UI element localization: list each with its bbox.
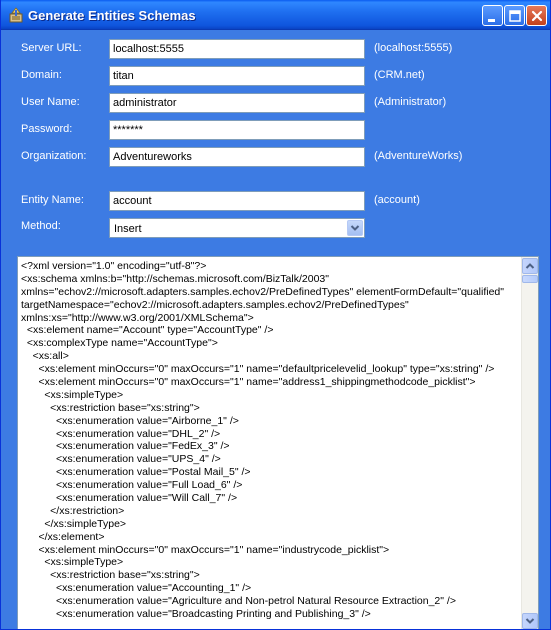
password-input[interactable]: ******* <box>109 120 365 140</box>
xml-line: xmlns:xs="http://www.w3.org/2001/XMLSchema"> <box>21 311 254 324</box>
xml-line: <xs:enumeration value="Airborne_1" /> <box>21 414 239 427</box>
method-select[interactable] <box>109 218 365 238</box>
xml-line: <xs:enumeration value="Broadcasting Printing and Publishing_3" /> <box>21 608 371 621</box>
xml-line: <xs:simpleType> <box>21 556 124 569</box>
form-area <box>5 30 548 630</box>
organization-input[interactable]: Adventureworks <box>109 147 365 167</box>
method-dropdown-button[interactable] <box>347 220 363 236</box>
server-url-hint: (localhost:5555) <box>374 42 453 54</box>
xml-line: <xs:restriction base="xs:string"> <box>21 401 200 414</box>
xml-line: </xs:simpleType> <box>21 517 127 530</box>
xml-line: <xs:complexType name="AccountType"> <box>21 337 218 350</box>
minimize-icon <box>483 6 504 27</box>
entity-name-label: Entity Name: <box>21 194 84 206</box>
domain-hint: (CRM.net) <box>374 69 425 81</box>
server-url-label: Server URL: <box>21 42 82 54</box>
server-url-input[interactable]: localhost:5555 <box>109 39 365 59</box>
minimize-button[interactable] <box>482 5 503 26</box>
password-label: Password: <box>21 123 73 135</box>
chevron-down-icon <box>348 221 362 235</box>
xml-schema-text <box>21 260 521 621</box>
method-label: Method: <box>21 220 61 232</box>
xml-line: <xs:enumeration value="Accounting_1" /> <box>21 582 252 595</box>
xml-line: <xs:enumeration value="Will Call_7" /> <box>21 492 238 505</box>
window-title: Generate Entities Schemas <box>28 8 196 23</box>
xml-schema-textarea[interactable] <box>17 256 539 630</box>
maximize-button[interactable] <box>504 5 525 26</box>
xml-line: <xs:element name="Account" type="AccountType" /> <box>21 324 274 337</box>
xml-line: </xs:element> <box>21 530 105 543</box>
xml-line: <xs:element minOccurs="0" maxOccurs="1" name="address1_shippingmethodcode_picklist"> <box>21 376 476 389</box>
xml-line: <xs:restriction base="xs:string"> <box>21 569 200 582</box>
organization-hint: (AdventureWorks) <box>374 150 463 162</box>
user-name-label: User Name: <box>21 96 80 108</box>
xml-line: <?xml version="1.0" encoding="utf-8"?> <box>21 260 207 272</box>
xml-line: <xs:enumeration value="Agriculture and Non-petrol Natural Resource Extraction_2" /> <box>21 595 456 608</box>
xml-line: </xs:restriction> <box>21 504 125 517</box>
user-name-hint: (Administrator) <box>374 96 447 108</box>
xml-line: <xs:element minOccurs="0" maxOccurs="1" name="defaultpricelevelid_lookup" type="xs:string" /> <box>21 363 495 376</box>
xml-line: <xs:element minOccurs="0" maxOccurs="1" name="industrycode_picklist"> <box>21 543 390 556</box>
xml-line: targetNamespace="echov2://microsoft.adapters.samples.echov2/PreDefinedTypes" <box>21 298 409 311</box>
xml-line: xmlns="echov2://microsoft.adapters.samples.echov2/PreDefinedTypes" elementFormDefault="qualified" <box>21 285 504 298</box>
chevron-up-icon <box>523 259 537 273</box>
close-button[interactable] <box>526 5 547 26</box>
user-name-input[interactable]: administrator <box>109 93 365 113</box>
app-icon <box>8 7 24 23</box>
method-selected-value: Insert <box>114 223 142 235</box>
entity-name-hint: (account) <box>374 194 420 206</box>
xml-line: <xs:all> <box>21 350 69 363</box>
vertical-scrollbar[interactable] <box>521 257 538 630</box>
close-icon <box>527 6 548 27</box>
xml-line: <xs:schema xmlns:b="http://schemas.microsoft.com/BizTalk/2003" <box>21 272 329 285</box>
domain-label: Domain: <box>21 69 62 81</box>
xml-line: <xs:simpleType> <box>21 388 124 401</box>
domain-input[interactable]: titan <box>109 66 365 86</box>
xml-line: <xs:enumeration value="DHL_2" /> <box>21 427 221 440</box>
xml-line: <xs:enumeration value="FedEx_3" /> <box>21 440 230 453</box>
organization-label: Organization: <box>21 150 87 162</box>
scroll-down-button[interactable] <box>522 613 538 629</box>
xml-line: <xs:enumeration value="UPS_4" /> <box>21 453 221 466</box>
maximize-icon <box>505 6 526 27</box>
chevron-down-icon <box>523 614 537 628</box>
scroll-thumb[interactable] <box>522 275 538 283</box>
entity-name-input[interactable]: account <box>109 191 365 211</box>
scroll-up-button[interactable] <box>522 258 538 274</box>
title-bar[interactable] <box>1 0 551 30</box>
xml-line: <xs:enumeration value="Postal Mail_5" /> <box>21 466 251 479</box>
xml-line: <xs:enumeration value="Full Load_6" /> <box>21 479 243 492</box>
